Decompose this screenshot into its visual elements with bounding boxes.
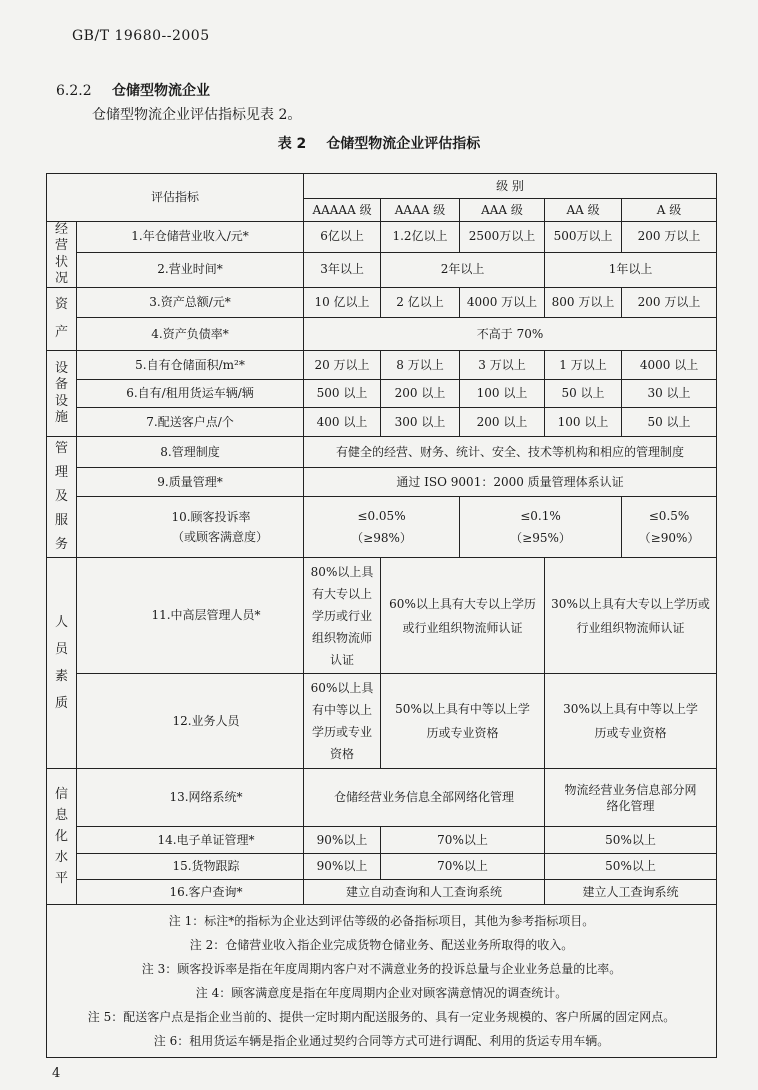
- indicator-label: 15.货物跟踪: [77, 854, 304, 880]
- section-title: 仓储型物流企业: [112, 83, 210, 99]
- value-cell: 仓储经营业务信息全部网络化管理: [304, 769, 545, 827]
- indicator-header: 评估指标: [47, 174, 304, 222]
- indicator-label-line2: （或顾客满意度）: [172, 530, 269, 545]
- category-management: 管理及服务: [47, 437, 77, 558]
- note-1: 注 1：标注*的指标为企业达到评估等级的必备指标项目，其他为参考指标项目。: [168, 914, 595, 928]
- value-cell: 3年以上: [304, 252, 381, 287]
- value-cell: 90%以上: [304, 827, 381, 854]
- value-cell: ≤0.1% （≥95%）: [460, 497, 622, 558]
- category-info: 信息化水平: [47, 769, 77, 905]
- grade-header: 级 别: [304, 174, 717, 199]
- indicator-label: 7.配送客户点/个: [77, 408, 304, 437]
- value-cell: 200 以上: [460, 408, 545, 437]
- value-cell: 500万以上: [545, 222, 622, 253]
- value-cell: 200 万以上: [622, 222, 717, 253]
- evaluation-table: [46, 173, 717, 1058]
- value-cell: 70%以上: [381, 827, 545, 854]
- header-row: [47, 174, 717, 199]
- table-row: [47, 827, 717, 854]
- note-3: 注 3：顾客投诉率是指在年度周期内客户对不满意业务的投诉总量与企业业务总量的比率。: [141, 962, 622, 976]
- category-facilities: 设备设施: [47, 351, 77, 437]
- value-cell: 1.2亿以上: [381, 222, 460, 253]
- indicator-label: 6.自有/租用货运车辆/辆: [77, 380, 304, 408]
- value-cell: 60%以上具有中等以上学历或专业资格: [304, 674, 381, 769]
- note-6: 注 6：租用货运车辆是指企业通过契约合同等方式可进行调配、利用的货运专用车辆。: [153, 1034, 610, 1048]
- category-personnel: 人员素质: [47, 558, 77, 769]
- value-cell: ≤0.05% （≥98%）: [304, 497, 460, 558]
- value-cell: 300 以上: [381, 408, 460, 437]
- table-row: [47, 558, 717, 674]
- note-4: 注 4：顾客满意度是指在年度周期内企业对顾客满意情况的调查统计。: [195, 986, 568, 1000]
- value-cell: 1年以上: [545, 252, 717, 287]
- value-cell: 200 万以上: [622, 288, 717, 318]
- value-cell: 500 以上: [304, 380, 381, 408]
- value-cell: 6亿以上: [304, 222, 381, 253]
- table-row: [47, 854, 717, 880]
- value-cell: 有健全的经营、财务、统计、安全、技术等机构和相应的管理制度: [304, 437, 717, 468]
- table-row: [47, 288, 717, 318]
- value-cell: 20 万以上: [304, 351, 381, 380]
- value-cell: 4000 以上: [622, 351, 717, 380]
- category-assets: 资产: [47, 288, 77, 351]
- note-5: 注 5：配送客户点是指企业当前的、提供一定时期内配送服务的、具有一定业务规模的、客户所属的固定网点。: [87, 1010, 676, 1024]
- indicator-label: 11.中高层管理人员*: [77, 558, 304, 674]
- level-aaaa: AAAA 级: [381, 199, 460, 222]
- section-heading: [56, 80, 210, 100]
- level-a: A 级: [622, 199, 717, 222]
- table-row: [47, 674, 717, 769]
- value-cell: 60%以上具有大专以上学历或行业组织物流师认证: [381, 558, 545, 674]
- table-row: [47, 468, 717, 497]
- table-title: 仓储型物流企业评估指标: [326, 136, 481, 152]
- indicator-label: 1.年仓储营业收入/元*: [77, 222, 304, 253]
- indicator-label: 8.管理制度: [77, 437, 304, 468]
- value-cell: 2年以上: [381, 252, 545, 287]
- table-row: [47, 769, 717, 827]
- table-row: [47, 497, 717, 558]
- notes-row: [47, 905, 717, 1058]
- indicator-label: 3.资产总额/元*: [77, 288, 304, 318]
- table-row: [47, 222, 717, 253]
- value-cell: 8 万以上: [381, 351, 460, 380]
- value-cell: 80%以上具有大专以上学历或行业组织物流师认证: [304, 558, 381, 674]
- value-cell: 2 亿以上: [381, 288, 460, 318]
- table-row: [47, 408, 717, 437]
- value-cell: 3 万以上: [460, 351, 545, 380]
- value-cell: 2500万以上: [460, 222, 545, 253]
- value-cell: 4000 万以上: [460, 288, 545, 318]
- value-cell: 1 万以上: [545, 351, 622, 380]
- page-number: 4: [52, 1066, 61, 1081]
- value-cell: 200 以上: [381, 380, 460, 408]
- value-cell: 90%以上: [304, 854, 381, 880]
- value-cell: 建立人工查询系统: [545, 880, 717, 905]
- indicator-label: 13.网络系统*: [77, 769, 304, 827]
- category-operation: 经营状况: [47, 222, 77, 288]
- value-cell: 物流经营业务信息部分网络化管理: [545, 769, 717, 827]
- value-cell: 10 亿以上: [304, 288, 381, 318]
- table-number: 表 2: [277, 136, 307, 152]
- indicator-label: 2.营业时间*: [77, 252, 304, 287]
- table-caption: [0, 133, 758, 153]
- level-aaa: AAA 级: [460, 199, 545, 222]
- value-cell: 100 以上: [545, 408, 622, 437]
- value-cell: 不高于 70%: [304, 318, 717, 351]
- indicator-label: [77, 497, 304, 558]
- value-cell: 50 以上: [545, 380, 622, 408]
- table-row: [47, 880, 717, 905]
- indicator-label: 5.自有仓储面积/m²*: [77, 351, 304, 380]
- value-cell: 100 以上: [460, 380, 545, 408]
- value-cell: 通过 ISO 9001：2000 质量管理体系认证: [304, 468, 717, 497]
- table-row: [47, 437, 717, 468]
- value-cell: 30%以上具有中等以上学历或专业资格: [545, 674, 717, 769]
- value-cell: 400 以上: [304, 408, 381, 437]
- section-number: 6.2.2: [56, 83, 92, 99]
- table-row: [47, 318, 717, 351]
- indicator-label: 14.电子单证管理*: [77, 827, 304, 854]
- table-row: [47, 351, 717, 380]
- value-cell: 50%以上: [545, 854, 717, 880]
- indicator-label: 4.资产负债率*: [77, 318, 304, 351]
- indicator-label: 9.质量管理*: [77, 468, 304, 497]
- table-notes: [47, 905, 717, 1058]
- value-cell: 30%以上具有大专以上学历或行业组织物流师认证: [545, 558, 717, 674]
- value-cell: ≤0.5% （≥90%）: [622, 497, 717, 558]
- indicator-label: 12.业务人员: [77, 674, 304, 769]
- standard-number: GB/T 19680--2005: [72, 28, 210, 44]
- value-cell: 50 以上: [622, 408, 717, 437]
- table-row: [47, 380, 717, 408]
- level-aaaaa: AAAAA 级: [304, 199, 381, 222]
- level-aa: AA 级: [545, 199, 622, 222]
- indicator-label: 16.客户查询*: [77, 880, 304, 905]
- value-cell: 50%以上具有中等以上学历或专业资格: [381, 674, 545, 769]
- table-row: [47, 252, 717, 287]
- value-cell: 50%以上: [545, 827, 717, 854]
- indicator-label-line1: 10.顾客投诉率: [171, 510, 251, 525]
- section-intro: 仓储型物流企业评估指标见表 2。: [92, 107, 302, 123]
- value-cell: 800 万以上: [545, 288, 622, 318]
- value-cell: 建立自动查询和人工查询系统: [304, 880, 545, 905]
- value-cell: 70%以上: [381, 854, 545, 880]
- value-cell: 30 以上: [622, 380, 717, 408]
- note-2: 注 2：仓储营业收入指企业完成货物仓储业务、配送业务所取得的收入。: [189, 938, 574, 952]
